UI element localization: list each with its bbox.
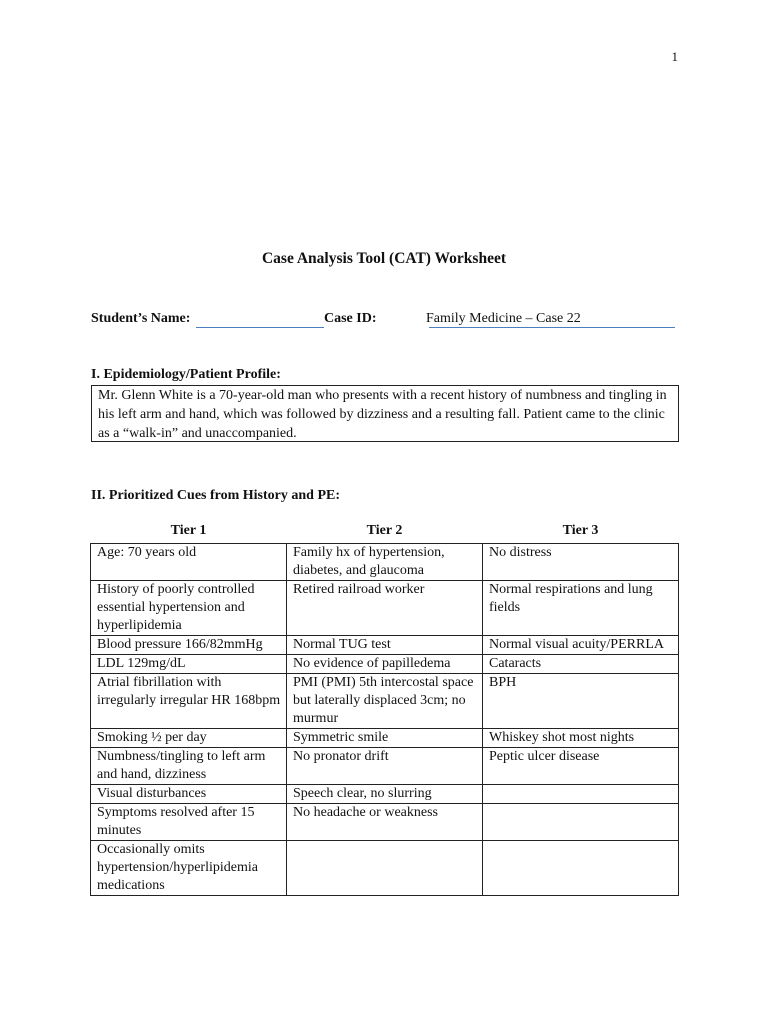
table-cell: No pronator drift <box>287 748 483 785</box>
table-row <box>91 544 679 581</box>
table-cell: Family hx of hypertension, diabetes, and glaucoma <box>287 544 483 581</box>
table-row <box>91 785 679 804</box>
table-row <box>91 581 679 636</box>
student-name-field[interactable] <box>196 311 324 328</box>
table-cell: BPH <box>483 674 679 729</box>
table-row <box>91 729 679 748</box>
table-cell: Atrial fibrillation with irregularly irregular HR 168bpm <box>91 674 287 729</box>
case-id-label: Case ID: <box>324 311 377 326</box>
table-header-row <box>91 521 679 544</box>
column-header: Tier 1 <box>170 523 207 538</box>
prioritized-cues-table <box>90 521 679 896</box>
table-cell: Normal TUG test <box>287 636 483 655</box>
column-header: Tier 2 <box>366 523 403 538</box>
table-row <box>91 674 679 729</box>
table-row <box>91 655 679 674</box>
table-cell: Whiskey shot most nights <box>483 729 679 748</box>
table-cell: Normal respirations and lung fields <box>483 581 679 636</box>
table-cell <box>483 804 679 841</box>
document-title: Case Analysis Tool (CAT) Worksheet <box>261 250 507 267</box>
table-cell: Blood pressure 166/82mmHg <box>91 636 287 655</box>
table-cell: Cataracts <box>483 655 679 674</box>
patient-profile-box: Mr. Glenn White is a 70-year-old man who presents with a recent history of numbness and tingling in his left arm and hand, which was followed by dizziness and a resulting fall. Patient came to the clinic as a “walk-in” and unaccompanied. <box>91 385 679 442</box>
table-cell: Occasionally omits hypertension/hyperlipidemia medications <box>91 841 287 896</box>
table-cell: No headache or weakness <box>287 804 483 841</box>
column-header: Tier 3 <box>562 523 599 538</box>
table-cell: Retired railroad worker <box>287 581 483 636</box>
table-row <box>91 804 679 841</box>
table-cell: Symptoms resolved after 15 minutes <box>91 804 287 841</box>
section-heading-prioritized-cues: II. Prioritized Cues from History and PE: <box>91 488 340 503</box>
table-cell <box>483 785 679 804</box>
student-info-row <box>91 311 681 331</box>
table-cell: No distress <box>483 544 679 581</box>
case-id-value: Family Medicine – Case 22 <box>426 311 581 326</box>
table-cell: Numbness/tingling to left arm and hand, dizziness <box>91 748 287 785</box>
table-row <box>91 748 679 785</box>
table-cell: Symmetric smile <box>287 729 483 748</box>
table-cell: Peptic ulcer disease <box>483 748 679 785</box>
table-cell: Speech clear, no slurring <box>287 785 483 804</box>
student-name-label: Student’s Name: <box>91 311 191 326</box>
table-cell: Age: 70 years old <box>91 544 287 581</box>
table-cell <box>483 841 679 896</box>
table-cell: No evidence of papilledema <box>287 655 483 674</box>
table-cell <box>287 841 483 896</box>
table-row <box>91 636 679 655</box>
table-cell: Visual disturbances <box>91 785 287 804</box>
table-cell: History of poorly controlled essential hypertension and hyperlipidemia <box>91 581 287 636</box>
table-cell: LDL 129mg/dL <box>91 655 287 674</box>
page-number: 1 <box>671 49 678 64</box>
table-cell: Normal visual acuity/PERRLA <box>483 636 679 655</box>
table-row <box>91 841 679 896</box>
table-cell: Smoking ½ per day <box>91 729 287 748</box>
table-cell: PMI (PMI) 5th intercostal space but laterally displaced 3cm; no murmur <box>287 674 483 729</box>
section-heading-epidemiology: I. Epidemiology/Patient Profile: <box>91 367 281 382</box>
